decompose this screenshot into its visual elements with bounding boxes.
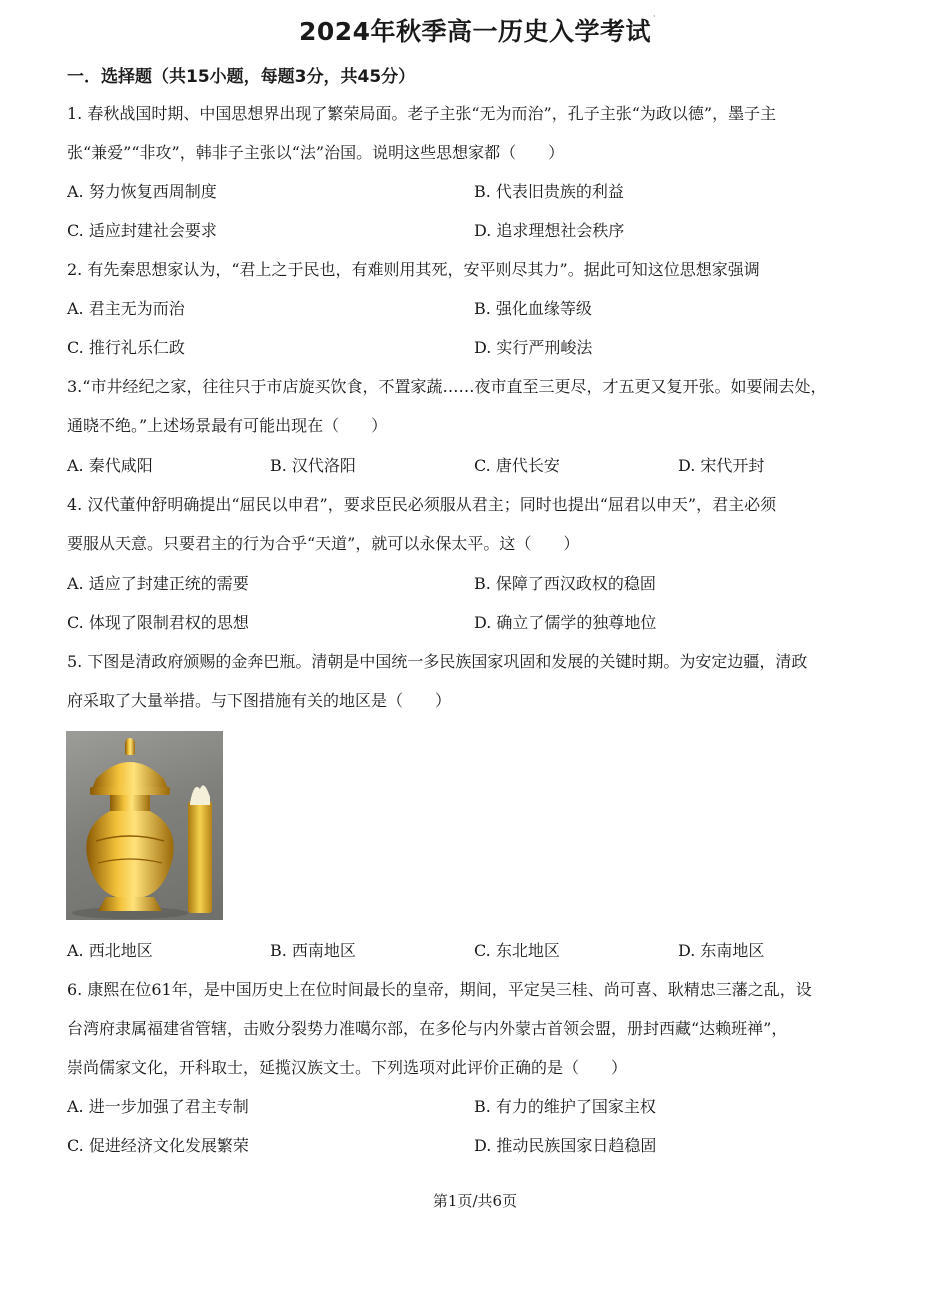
- question-2-option-a: A. 君主无为而治: [67, 299, 185, 318]
- question-2-option-b: B. 强化血缘等级: [474, 299, 592, 318]
- question-3-option-d: D. 宋代开封: [678, 456, 765, 475]
- question-3-option-c: C. 唐代长安: [474, 456, 560, 475]
- question-6-option-d: D. 推动民族国家日趋稳固: [474, 1136, 657, 1155]
- question-1-line-2: 张“兼爱”“非攻”，韩非子主张以“法”治国。说明这些思想家都（ ）: [67, 143, 565, 162]
- question-4-option-a: A. 适应了封建正统的需要: [67, 574, 249, 593]
- question-1-option-a: A. 努力恢复西周制度: [67, 182, 217, 201]
- question-6-line-3: 崇尚儒家文化，开科取士，延揽汉族文士。下列选项对此评价正确的是（ ）: [67, 1058, 628, 1077]
- question-4-line-2: 要服从天意。只要君主的行为合乎“天道”，就可以永保太平。这（ ）: [67, 534, 580, 553]
- question-5-option-a: A. 西北地区: [67, 941, 153, 960]
- question-3-option-b: B. 汉代洛阳: [270, 456, 356, 475]
- question-2-line-1: 2. 有先秦思想家认为，“君上之于民也，有难则用其死，安平则尽其力”。据此可知这位思想家强调: [67, 260, 760, 279]
- question-2-option-c: C. 推行礼乐仁政: [67, 338, 185, 357]
- question-4-option-b: B. 保障了西汉政权的稳固: [474, 574, 656, 593]
- question-3-line-1: 3.“市井经纪之家，往往只于市店旋买饮食，不置家蔬……夜市直至三更尽，才五更又复开张。如要闹去处，: [67, 377, 827, 396]
- question-1-option-d: D. 追求理想社会秩序: [474, 221, 625, 240]
- question-5-option-d: D. 东南地区: [678, 941, 765, 960]
- question-5-line-2: 府采取了大量举措。与下图措施有关的地区是（ ）: [67, 691, 452, 710]
- question-6-option-c: C. 促进经济文化发展繁荣: [67, 1136, 249, 1155]
- question-4-line-1: 4. 汉代董仲舒明确提出“屈民以申君”，要求臣民必须服从君主；同时也提出“屈君以申天”，君主必须: [67, 495, 777, 514]
- golden-urn-image: [66, 731, 223, 920]
- question-4-option-c: C. 体现了限制君权的思想: [67, 613, 249, 632]
- exam-title: 2024年秋季高一历史入学考试: [298, 17, 652, 46]
- question-6-option-a: A. 进一步加强了君主专制: [67, 1097, 249, 1116]
- question-5-option-c: C. 东北地区: [474, 941, 560, 960]
- question-4-option-d: D. 确立了儒学的独尊地位: [474, 613, 657, 632]
- question-6-line-2: 台湾府隶属福建省管辖，击败分裂势力准噶尔部，在多伦与内外蒙古首领会盟，册封西藏“达赖班禅”，: [67, 1019, 788, 1038]
- question-1-line-1: 1. 春秋战国时期、中国思想界出现了繁荣局面。老子主张“无为而治”，孔子主张“为政以德”，墨子主: [67, 104, 777, 123]
- golden-urn-icon: [66, 731, 223, 920]
- question-1-option-c: C. 适应封建社会要求: [67, 221, 217, 240]
- question-5-line-1: 5. 下图是清政府颁赐的金奔巴瓶。清朝是中国统一多民族国家巩固和发展的关键时期。为安定边疆，清政: [67, 652, 808, 671]
- question-3-line-2: 通晓不绝。”上述场景最有可能出现在（ ）: [67, 416, 388, 435]
- question-6-line-1: 6. 康熙在位61年，是中国历史上在位时间最长的皇帝，期间，平定吴三桂、尚可喜、耿精忠三藩之乱，设: [67, 980, 812, 999]
- page-footer: 第1页/共6页: [432, 1192, 518, 1210]
- question-1-option-b: B. 代表旧贵族的利益: [474, 182, 624, 201]
- question-5-option-b: B. 西南地区: [270, 941, 356, 960]
- section-heading: 一．选择题（共15小题，每题3分，共45分）: [67, 67, 416, 87]
- question-3-option-a: A. 秦代咸阳: [67, 456, 153, 475]
- title-mark: ·: [653, 12, 656, 21]
- question-6-option-b: B. 有力的维护了国家主权: [474, 1097, 656, 1116]
- question-2-option-d: D. 实行严刑峻法: [474, 338, 593, 357]
